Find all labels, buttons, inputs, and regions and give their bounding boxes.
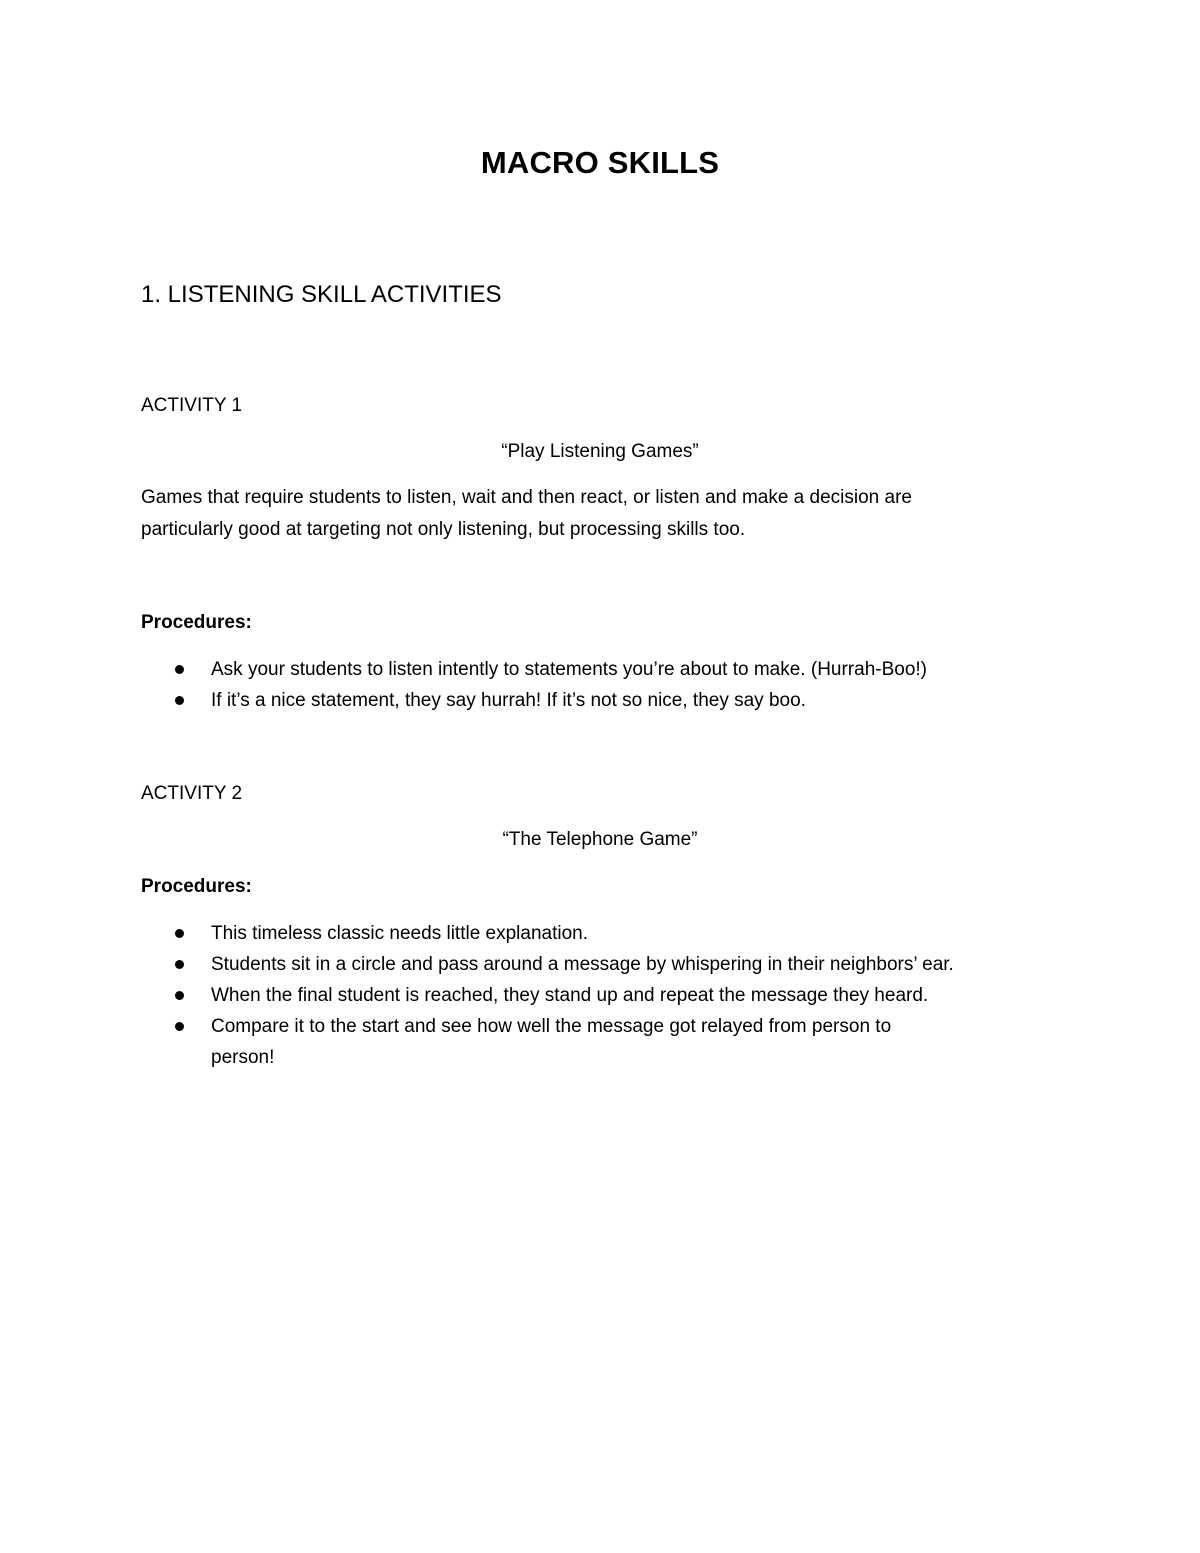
bullet-icon [175, 929, 184, 938]
bullet-icon [175, 1022, 184, 1031]
bullet-icon [175, 991, 184, 1000]
activity-2-procedures-label: Procedures: [141, 876, 252, 897]
description-line: particularly good at targeting not only listening, but processing skills too. [141, 519, 746, 540]
list-item-text-continuation: person! [211, 1047, 275, 1068]
activity-2-title: “The Telephone Game” [502, 829, 698, 850]
bullet-icon [175, 960, 184, 969]
list-item-text: If it’s a nice statement, they say hurrah! If it’s not so nice, they say boo. [211, 690, 806, 711]
list-item [141, 654, 1061, 685]
activity-1-label: ACTIVITY 1 [141, 395, 243, 416]
bullet-icon [175, 665, 184, 674]
list-item-text: Students sit in a circle and pass around a message by whispering in their neighbors’ ear. [211, 954, 954, 975]
activity-2-label: ACTIVITY 2 [141, 783, 243, 804]
activity-1-title: “Play Listening Games” [501, 441, 699, 462]
section-heading: 1. LISTENING SKILL ACTIVITIES [141, 281, 502, 308]
bullet-icon [175, 696, 184, 705]
list-item [141, 949, 1061, 980]
list-item [141, 685, 1061, 716]
list-item [141, 980, 1061, 1011]
list-item [141, 1011, 1061, 1073]
list-item-text: This timeless classic needs little explanation. [211, 923, 589, 944]
document-title: MACRO SKILLS [480, 145, 720, 180]
list-item-text: Ask your students to listen intently to statements you’re about to make. (Hurrah-Boo!) [211, 659, 928, 680]
activity-1-procedures-list [141, 654, 1061, 716]
activity-1-procedures-label: Procedures: [141, 612, 252, 633]
list-item-text: Compare it to the start and see how well the message got relayed from person to [211, 1016, 892, 1037]
description-line: Games that require students to listen, wait and then react, or listen and make a decision are [141, 487, 912, 508]
list-item [141, 918, 1061, 949]
activity-1-description [141, 482, 912, 546]
list-item-text: When the final student is reached, they stand up and repeat the message they heard. [211, 985, 929, 1006]
activity-2-procedures-list [141, 918, 1061, 1073]
